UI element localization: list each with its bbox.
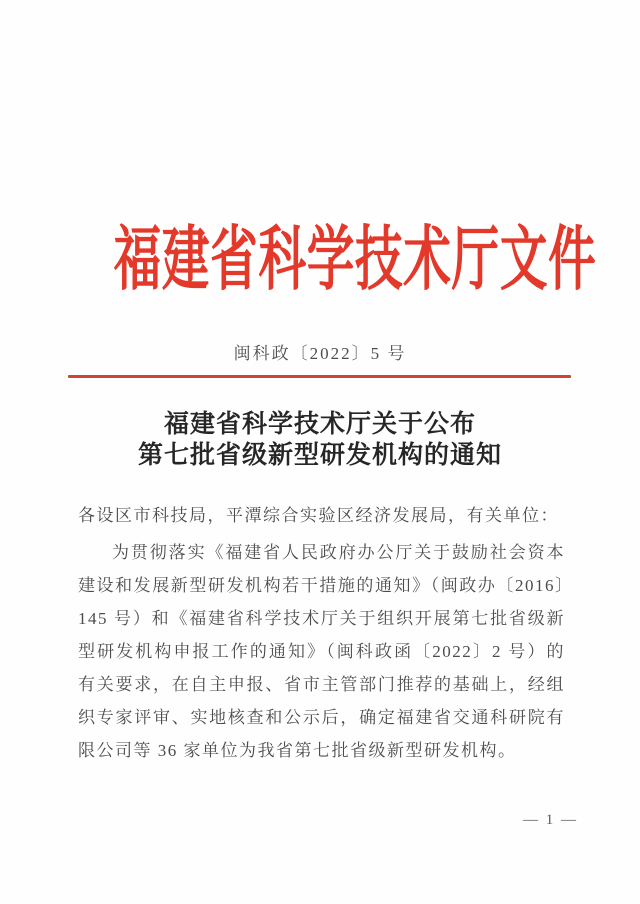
page-number: — 1 — (523, 812, 578, 828)
body-paragraph: 为贯彻落实《福建省人民政府办公厅关于鼓励社会资本建设和发展新型研发机构若干措施的通知》（闽政办〔2016〕145 号）和《福建省科学技术厅关于组织开展第七批省级新型研发机构申报工作的通知》（闽科政函〔2022〕2 号）的有关要求，在自主申报、省市主管部门推荐的基础上，经组织专家评审、实地核查和公示后，确定福建省交通科研院有限公司等 36 家单位为我省第七批省级新型研发机构。 (78, 543, 565, 760)
red-divider-line (68, 375, 571, 378)
notice-title (0, 409, 640, 471)
notice-title-line2: 第七批省级新型研发机构的通知 (137, 442, 502, 469)
agency-title-text: 福建省科学技术厅文件 (113, 222, 597, 299)
agency-red-header (0, 218, 640, 304)
salutation-line: 各设区市科技局，平潭综合实验区经济发展局，有关单位： (78, 506, 559, 525)
document-body (78, 499, 565, 767)
notice-title-line1: 福建省科学技术厅关于公布 (163, 411, 476, 438)
document-number: 闽科政〔2022〕5 号 (233, 344, 407, 363)
